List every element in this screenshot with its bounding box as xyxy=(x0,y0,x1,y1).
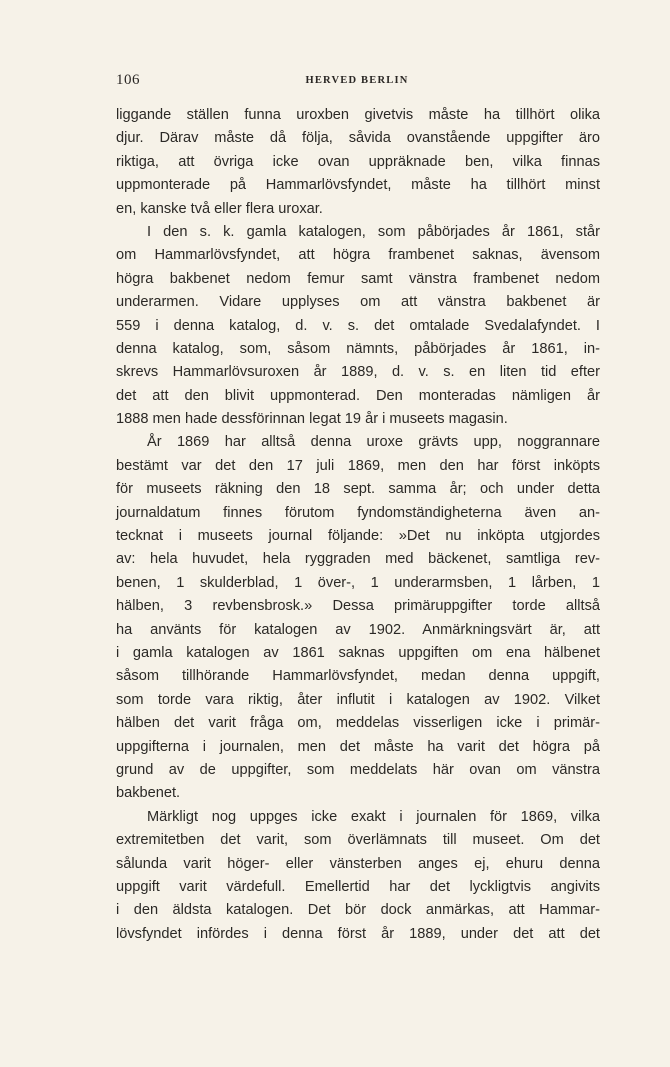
text-line: ha använts för katalogen av 1902. Anmärkningsvärt är, att xyxy=(116,621,600,638)
page-header xyxy=(116,72,598,94)
text-line: skrevs Hammarlövsuroxen år 1889, d. v. s. en liten tid efter xyxy=(116,364,600,381)
text-line: såsom tillhörande Hammarlövsfyndet, medan denna uppgift, xyxy=(116,668,600,685)
text-line: det att den blivit uppmonterad. Den monteradas nämligen år xyxy=(116,387,600,404)
text-line: hälben det varit fråga om, meddelas visserligen icke i primär- xyxy=(116,715,600,732)
text-line: lövsfyndet infördes i denna först år 1889, under det att det xyxy=(116,925,600,942)
text-line: om Hammarlövsfyndet, att högra frambenet saknas, ävensom xyxy=(116,247,600,264)
text-line: bakbenet. xyxy=(116,785,181,802)
text-line: sålunda varit höger- eller vänsterben anges ej, ehuru denna xyxy=(116,855,600,872)
text-line: en, kanske två eller flera uroxar. xyxy=(116,200,323,217)
text-line: bestämt var det den 17 juli 1869, men den har först inköpts xyxy=(116,457,600,474)
paragraph xyxy=(116,221,600,432)
text-line: År 1869 har alltså denna uroxe grävts upp, noggrannare xyxy=(147,434,600,451)
text-line: hälben, 3 revbensbrosk.» Dessa primäruppgifter torde alltså xyxy=(116,598,600,615)
body-text xyxy=(116,104,600,946)
text-line: som torde vara riktig, åter influtit i katalogen av 1902. Vilket xyxy=(116,691,600,708)
text-line: denna katalog, som, såsom nämnts, påbörjades år 1861, in- xyxy=(116,340,600,357)
text-line: för museets räkning den 18 sept. samma år; och under detta xyxy=(116,481,600,498)
text-line: grund av de uppgifter, som meddelats här ovan om vänstra xyxy=(116,761,600,778)
text-line: av: hela huvudet, hela ryggraden med bäckenet, samtliga rev- xyxy=(116,551,600,568)
text-line: i gamla katalogen av 1861 saknas uppgiften om ena hälbenet xyxy=(116,644,600,661)
text-line: uppgifterna i journalen, men det måste ha varit det högra på xyxy=(116,738,600,755)
paragraph xyxy=(116,104,600,221)
text-line: liggande ställen funna uroxben givetvis måste ha tillhört olika xyxy=(116,107,600,123)
text-line: i den äldsta katalogen. Det bör dock anmärkas, att Hammar- xyxy=(116,902,600,919)
text-line: högra bakbenet nedom femur samt vänstra frambenet nedom xyxy=(116,270,600,287)
paragraph xyxy=(116,806,600,946)
paragraph xyxy=(116,431,600,805)
text-line: riktiga, att övriga icke ovan uppräknade ben, vilka finnas xyxy=(116,153,600,170)
text-line: 1888 men hade dessförinnan legat 19 år i museets magasin. xyxy=(116,411,508,428)
text-line: tecknat i museets journal följande: »Det nu inköpta utgjordes xyxy=(116,528,600,545)
text-line: extremitetben det varit, som överlämnats till museet. Om det xyxy=(116,832,600,849)
text-line: uppgift varit värdefull. Emellertid har det lyckligtvis angivits xyxy=(116,878,600,895)
running-head: HERVED BERLIN xyxy=(305,75,409,86)
text-line: 559 i denna katalog, d. v. s. det omtalade Svedalafyndet. I xyxy=(116,317,600,334)
text-line: Märkligt nog uppges icke exakt i journalen för 1869, vilka xyxy=(147,808,600,825)
text-line: underarmen. Vidare upplyses om att vänstra bakbenet är xyxy=(116,294,600,311)
page-number: 106 xyxy=(116,72,140,88)
text-line: uppmonterade på Hammarlövsfyndet, måste ha tillhört minst xyxy=(116,177,600,194)
text-line: I den s. k. gamla katalogen, som påbörjades år 1861, står xyxy=(147,223,600,240)
text-line: journaldatum finnes förutom fyndomständigheterna även an- xyxy=(116,504,600,521)
text-line: benen, 1 skulderblad, 1 över-, 1 underarmsben, 1 lårben, 1 xyxy=(116,574,600,591)
text-line: djur. Därav måste då följa, såvida ovanstående uppgifter äro xyxy=(116,130,600,147)
